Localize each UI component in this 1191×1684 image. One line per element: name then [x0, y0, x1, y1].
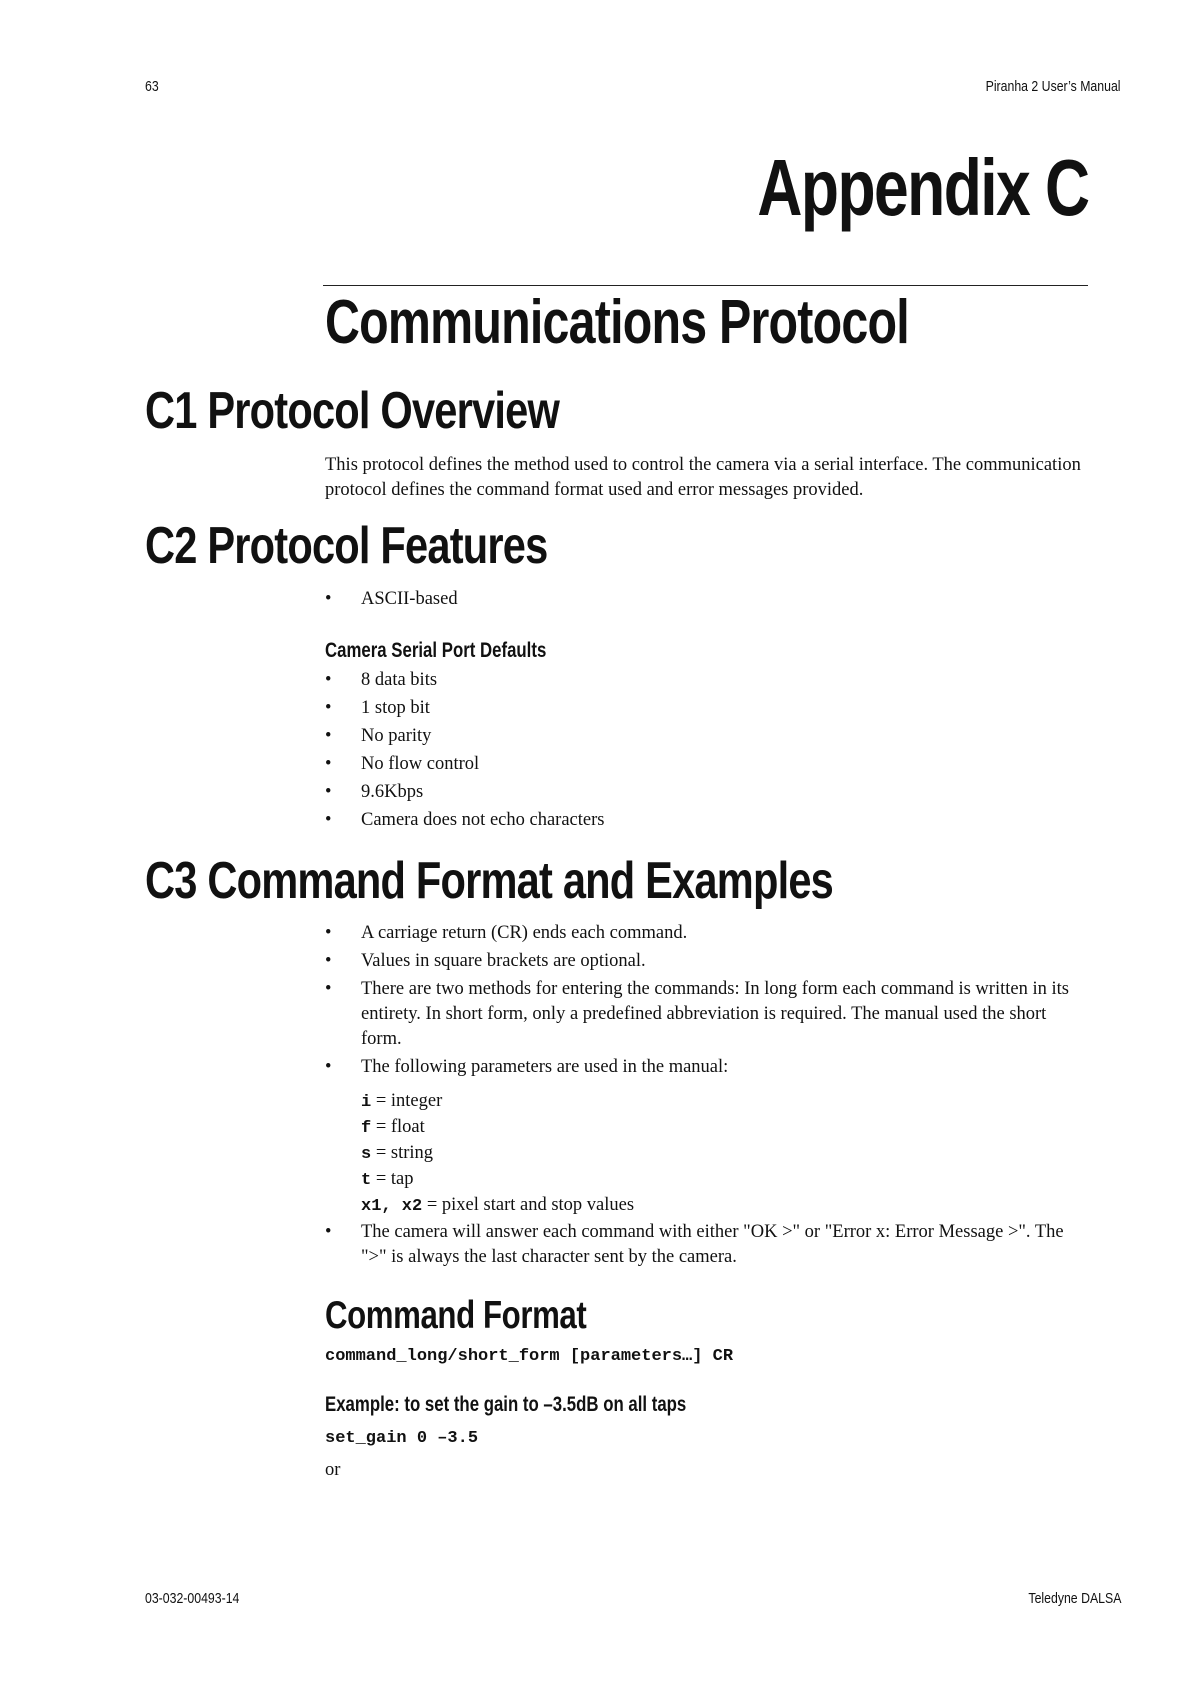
parameter-key: f	[361, 1119, 372, 1138]
section-c2-heading: C2 Protocol Features	[145, 517, 548, 575]
document-number: 03-032-00493-14	[145, 1590, 240, 1607]
list-item: • There are two methods for entering the commands: In long form each command is written in its entirety. In short form, only a predefined abbreviation is required. The manual used the short form.	[325, 977, 1085, 1052]
list-item: • The camera will answer each command with either "OK >" or "Error x: Error Message >". The ">" is always the last character sent by the camera.	[325, 1220, 1085, 1270]
example-code: set_gain 0 –3.5	[325, 1429, 479, 1448]
parameter-key: x1, x2	[361, 1197, 423, 1216]
list-item: • ASCII-based	[325, 587, 1085, 612]
parameter-desc: = float	[375, 1117, 425, 1137]
parameter-row	[361, 1167, 1061, 1193]
features-list	[325, 587, 1085, 615]
list-item: • 1 stop bit	[325, 696, 1085, 721]
parameter-desc: = tap	[375, 1169, 414, 1189]
example-heading: Example: to set the gain to –3.5dB on all taps	[325, 1393, 687, 1416]
parameter-desc: = pixel start and stop values	[426, 1195, 635, 1215]
section-c3-heading: C3 Command Format and Examples	[145, 852, 833, 910]
parameter-row	[361, 1141, 1061, 1167]
serial-defaults-list	[325, 668, 1085, 836]
parameter-list	[361, 1089, 1061, 1219]
list-item: • A carriage return (CR) ends each command.	[325, 921, 1085, 946]
title-divider	[323, 285, 1088, 286]
manual-title: Piranha 2 User’s Manual	[986, 78, 1121, 95]
or-text: or	[325, 1460, 341, 1480]
serial-defaults-heading: Camera Serial Port Defaults	[325, 639, 547, 662]
parameter-desc: = string	[375, 1143, 434, 1163]
list-item: • No parity	[325, 724, 1085, 749]
parameter-key: s	[361, 1145, 372, 1164]
list-item: • Camera does not echo characters	[325, 808, 1085, 833]
parameter-key: t	[361, 1171, 372, 1190]
command-format-heading: Command Format	[325, 1294, 587, 1337]
appendix-title: Appendix C	[756, 143, 1088, 232]
parameter-row	[361, 1115, 1061, 1141]
chapter-title: Communications Protocol	[325, 288, 909, 357]
parameter-key: i	[361, 1093, 372, 1112]
list-item: • 8 data bits	[325, 668, 1085, 693]
parameter-desc: = integer	[375, 1091, 443, 1111]
parameter-row	[361, 1193, 1061, 1219]
company-name: Teledyne DALSA	[1028, 1590, 1121, 1607]
list-item: • Values in square brackets are optional.	[325, 949, 1085, 974]
response-list	[325, 1220, 1085, 1273]
list-item: • The following parameters are used in the manual:	[325, 1055, 1085, 1080]
section-c1-text: This protocol defines the method used to control the camera via a serial interface. The communication protocol defines the command format used and error messages provided.	[325, 455, 1081, 500]
section-c1-heading: C1 Protocol Overview	[145, 382, 560, 440]
list-item: • 9.6Kbps	[325, 780, 1085, 805]
list-item: • No flow control	[325, 752, 1085, 777]
command-rules-list	[325, 921, 1085, 1083]
command-format-code: command_long/short_form [parameters…] CR	[325, 1347, 734, 1366]
parameter-row	[361, 1089, 1061, 1115]
page-number: 63	[145, 78, 159, 95]
